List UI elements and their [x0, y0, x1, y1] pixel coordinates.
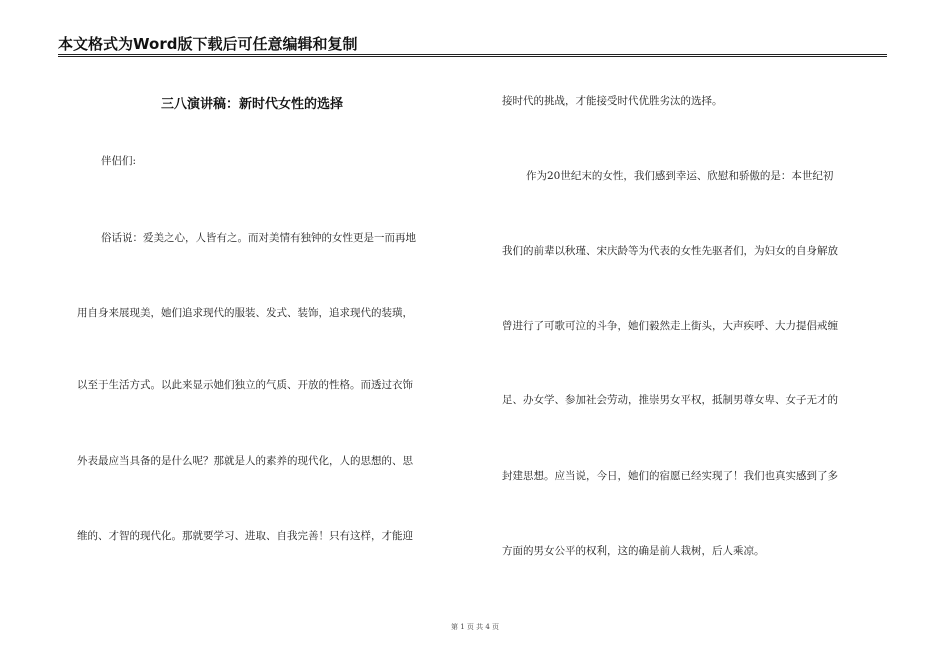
right-line-3: 我们的前辈以秋瑾、宋庆龄等为代表的女性先驱者们，为妇女的自身解放	[502, 245, 838, 257]
header-rule	[58, 54, 887, 55]
left-line-3: 用自身来展现美，她们追求现代的服装、发式、装饰，追求现代的装璜，	[77, 307, 413, 319]
document-title: 三八演讲稿：新时代女性的选择	[161, 97, 344, 112]
left-line-salutation: 伴侣们:	[101, 155, 137, 167]
left-line-6: 维的、才智的现代化。那就要学习、进取、自我完善！只有这样，才能迎	[77, 530, 413, 542]
left-line-2: 俗话说：爱美之心，人皆有之。而对美情有独钟的女性更是一而再地	[101, 232, 416, 244]
header-rule-secondary	[58, 56, 887, 57]
left-line-4: 以至于生活方式。以此来显示她们独立的气质、开放的性格。而透过衣饰	[77, 379, 413, 391]
left-line-5: 外表最应当具备的是什么呢？那就是人的素养的现代化，人的思想的、思	[77, 455, 413, 467]
right-line-6: 封建思想。应当说，今日，她们的宿愿已经实现了！我们也真实感到了多	[502, 470, 838, 482]
page-footer: 第 1 页 共 4 页	[450, 623, 500, 631]
right-line-1: 接时代的挑战，才能接受时代优胜劣汰的选择。	[502, 95, 723, 107]
right-line-4: 曾进行了可歌可泣的斗争，她们毅然走上街头，大声疾呼、大力提倡戒缠	[502, 320, 838, 332]
document-header: 本文格式为Word版下载后可任意编辑和复制	[58, 35, 358, 53]
right-line-7: 方面的男女公平的权利，这的确是前人栽树，后人乘凉。	[502, 545, 765, 557]
right-line-5: 足、办女学、参加社会劳动，推崇男女平权，抵制男尊女卑、女子无才的	[502, 394, 838, 406]
right-line-2: 作为20世纪末的女性，我们感到幸运、欣慰和骄傲的是：本世纪初	[526, 170, 834, 182]
